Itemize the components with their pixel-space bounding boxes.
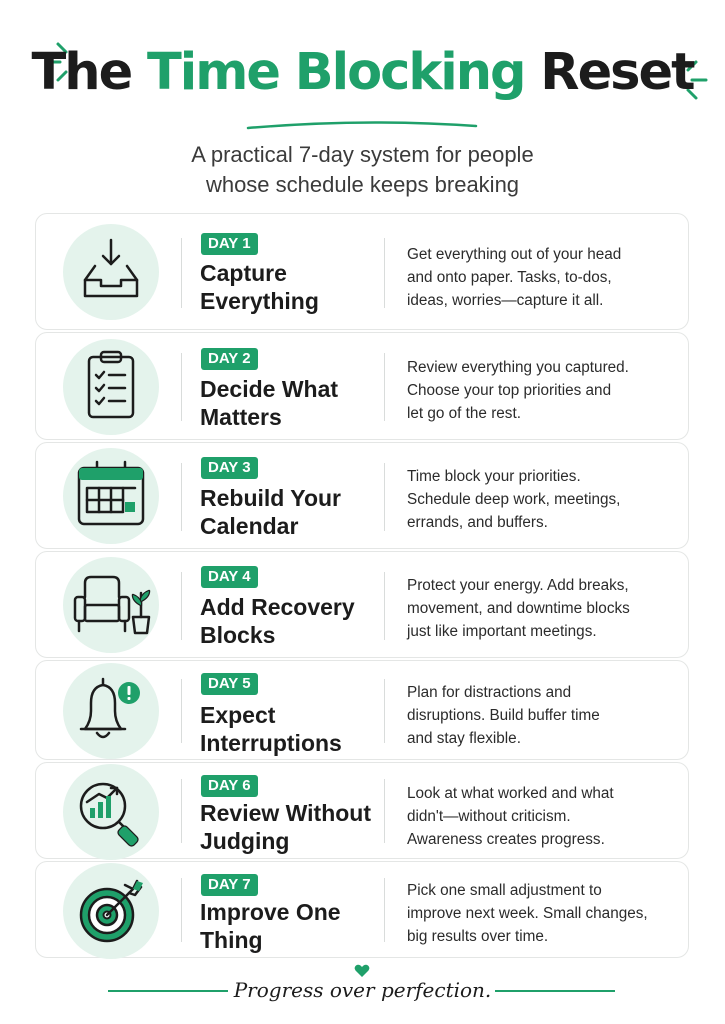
divider [181,353,182,421]
heart-icon [354,964,370,978]
day-title-line: Capture [200,260,287,286]
day-description [407,681,677,750]
day-description [407,879,677,948]
icon-circle [63,339,159,435]
day-badge: DAY 4 [201,566,258,588]
day-title-line: Blocks [200,622,276,648]
desc-line: Look at what worked and what [407,785,614,802]
divider [384,679,385,743]
day-title [200,701,380,757]
magnifier-chart-icon [63,764,159,860]
desc-line: Protect your energy. Add breaks, [407,577,629,594]
day-card-2 [35,332,689,440]
desc-line: movement, and downtime blocks [407,600,630,617]
desc-line: big results over time. [407,928,549,945]
day-title-line: Judging [200,828,290,854]
divider [384,353,385,421]
title-underline [246,118,478,132]
day-title-line: Everything [200,288,319,314]
day-title [200,898,380,954]
desc-line: and stay flexible. [407,730,521,747]
day-title-line: Calendar [200,513,299,539]
desc-line: Pick one small adjustment to [407,882,602,899]
day-card-6 [35,762,689,859]
day-title [200,259,380,315]
subtitle-line-1: A practical 7-day system for people [191,142,534,167]
day-title [200,375,380,431]
day-title-line: Decide What [200,376,339,402]
target-arrow-icon [63,863,159,959]
day-title-line: Matters [200,404,282,430]
day-card-5 [35,660,689,760]
day-title [200,593,380,649]
footer-line-right [495,990,615,992]
armchair-plant-icon [63,557,159,653]
desc-line: improve next week. Small changes, [407,905,648,922]
desc-line: didn't—without criticism. [407,808,571,825]
day-card-7 [35,861,689,958]
subtitle-line-2: whose schedule keeps breaking [205,172,520,197]
desc-line: disruptions. Build buffer time [407,707,600,724]
desc-line: ideas, worries—capture it all. [407,292,604,309]
footer [0,960,725,1024]
day-title-line: Rebuild Your [200,485,341,511]
day-description [407,782,677,851]
icon-circle [63,764,159,860]
divider [384,779,385,843]
desc-line: Awareness creates progress. [407,831,605,848]
footer-tagline: Progress over perfection. [233,978,492,1002]
day-description [407,243,677,312]
desc-line: Get everything out of your head [407,246,622,263]
day-badge: DAY 7 [201,874,258,896]
icon-circle [63,663,159,759]
day-description [407,465,677,534]
header [0,0,725,210]
day-badge: DAY 2 [201,348,258,370]
desc-line: Schedule deep work, meetings, [407,491,621,508]
desc-line: just like important meetings. [407,623,597,640]
bell-alert-icon [63,663,159,759]
day-title-line: Expect [200,702,276,728]
desc-line: Review everything you captured. [407,359,629,376]
divider [384,572,385,640]
icon-circle [63,557,159,653]
divider [181,878,182,942]
day-description [407,574,677,643]
inbox-icon [63,224,159,320]
divider [181,463,182,531]
icon-circle [63,224,159,320]
page-title [0,38,725,108]
divider [384,463,385,531]
divider [181,238,182,308]
day-card-4 [35,551,689,658]
subtitle [0,140,725,200]
day-badge: DAY 3 [201,457,258,479]
desc-line: Choose your top priorities and [407,382,612,399]
day-badge: DAY 1 [201,233,258,255]
day-title-line: Thing [200,927,263,953]
day-title [200,484,380,540]
day-title-line: Review Without [200,800,372,826]
day-card-1 [35,213,689,330]
title-part-1: The [31,43,147,102]
desc-line: Plan for distractions and [407,684,572,701]
day-card-3 [35,442,689,549]
day-badge: DAY 5 [201,673,258,695]
clipboard-checklist-icon [63,339,159,435]
calendar-icon [63,448,159,544]
desc-line: let go of the rest. [407,405,521,422]
icon-circle [63,448,159,544]
day-description [407,356,677,425]
divider [384,238,385,308]
desc-line: Time block your priorities. [407,468,581,485]
divider [384,878,385,942]
divider [181,779,182,843]
desc-line: and onto paper. Tasks, to-dos, [407,269,612,286]
divider [181,679,182,743]
desc-line: errands, and buffers. [407,514,548,531]
day-badge: DAY 6 [201,775,258,797]
title-part-2: Time Blocking [146,43,525,102]
day-title [200,799,385,855]
day-title-line: Improve One [200,899,341,925]
title-part-3: Reset [524,43,694,102]
divider [181,572,182,640]
icon-circle [63,863,159,959]
day-title-line: Add Recovery [200,594,355,620]
day-title-line: Interruptions [200,730,342,756]
